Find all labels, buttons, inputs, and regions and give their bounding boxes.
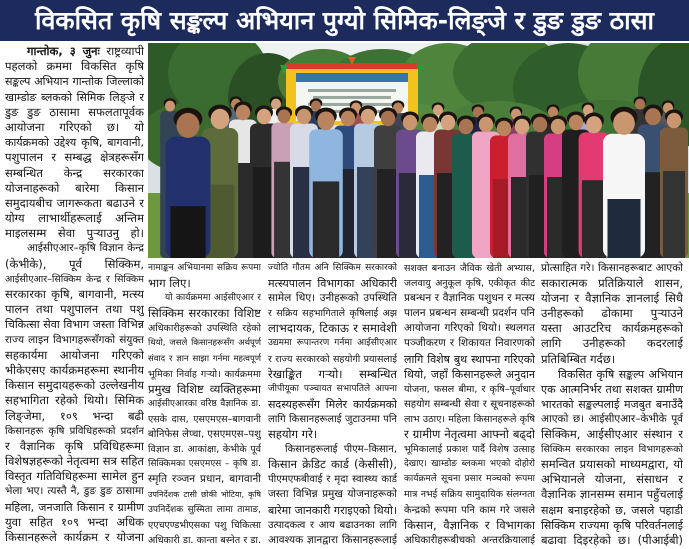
- article-line: एएचएण्डभीएसका पशु चिकित्सा: [148, 519, 261, 531]
- article-line: मात्र नभई सक्रिय सामुदायिक संलग्नता: [404, 489, 535, 501]
- article-line: भारतको सङ्कल्पलाई मजबुत बनाउँदै: [541, 397, 683, 411]
- person-legs: [377, 169, 399, 258]
- photo-person: [660, 110, 688, 259]
- article-line: वैज्ञानिक ज्ञानसम्म समान पहुँचलाई: [541, 487, 683, 502]
- article-line: खाम्डोङ ब्लकको सिमिक लिङ्जे र: [5, 90, 144, 104]
- person-face: [257, 109, 271, 125]
- article-line: र ग्रामीण नेतृत्वमा आफ्नो बढ्दो: [404, 427, 535, 442]
- article-line: र वैज्ञानिक कृषि प्रविधिहरूमा: [5, 438, 144, 453]
- article-line: पहलको क्रममा विकसित कृषि: [5, 59, 144, 74]
- article-line: थियो, जहाँ किसानहरूले अनुदान: [404, 367, 535, 381]
- article-line: विकसित कृषि सङ्कल्प अभियान: [558, 367, 683, 381]
- person-face: [441, 115, 455, 131]
- article-line-text: राष्ट्रव्यापी: [106, 44, 144, 58]
- article-line: लागि विशेष बुथ स्थापना गरिएको: [404, 352, 535, 366]
- article-line: समुदायबीच जागरूकता बढाउने र: [5, 195, 144, 210]
- article-line: स्मृति रञ्जन प्रधान, बागवानी: [148, 473, 261, 486]
- article-line: र राज्य सरकारको सहयोगी प्रयासलाई: [268, 353, 397, 365]
- article-line: योजना, फसल बीमा, र कृषि–पूर्वाधार: [404, 383, 535, 395]
- article-line: सामेल थिए। उनीहरूको उपस्थिति: [268, 292, 397, 305]
- person-face: [533, 117, 547, 133]
- person-face: [635, 99, 645, 110]
- person-face: [667, 113, 681, 129]
- article-line: महिला, जनजाति किसान र ग्रामीण: [5, 500, 144, 514]
- article-line: जीपीयूका पञ्चायत सभापतिले आफ्ना: [268, 383, 397, 394]
- article-line: डुङ डुङ ठासामा सफलतापूर्वक: [5, 104, 144, 119]
- article-line: सिक्किमका एसएमएस – कृषि डा.: [148, 459, 261, 470]
- article-line: उपनिर्देशक टासी छोकी भोटिया, कृषि: [148, 490, 261, 500]
- article-line: सिक्किम राज्यमा कृषि परिवर्तनलाई: [541, 518, 683, 532]
- article-line: सिक्किम, आईसीएआर संस्थान र: [541, 427, 683, 442]
- person-face: [278, 109, 291, 123]
- article-line: लागि किसानहरूलाई जुटाउनमा पनि: [268, 413, 397, 425]
- person-legs: [608, 199, 641, 258]
- article-line: सङ्कल्प अभियान गान्तोक जिल्लाको: [5, 75, 144, 89]
- article-line: लिङ्जेमा, १०९ भन्दा बढी: [5, 408, 144, 423]
- article-line: पालन प्रबन्धन सम्बन्धी प्रदर्शन पनि: [404, 307, 535, 320]
- article-line: सहभागिता रहेको थियो। सिमिक: [5, 393, 144, 408]
- person-face: [497, 121, 511, 137]
- article-line: किसान क्रेडिट कार्ड (केसीसी),: [268, 457, 397, 472]
- article-line: आईसीएआरका वरिष्ठ वैज्ञानिक डा.: [148, 398, 261, 409]
- article-line: लागि उनीहरूको कदरलाई: [541, 336, 683, 351]
- person-face: [381, 111, 395, 127]
- article-line: लाभदायक, टिकाऊ र समावेशी: [268, 321, 397, 336]
- article-line: कार्यक्रमले सूचना प्रसार मञ्चको रूपमा: [404, 474, 535, 485]
- article-line: (केभीके), पूर्व सिक्किम,: [5, 256, 144, 271]
- person-legs: [582, 180, 606, 258]
- article-line: सिक्किम सरकारका विशिष्ट: [148, 306, 261, 321]
- article-line: आईसीएआर–कृषि विज्ञान केन्द्र: [27, 242, 144, 255]
- article-line: सम्बन्धित केन्द्र सरकारका: [5, 165, 144, 180]
- article-line: विशेषज्ञहरूको नेतृत्वमा सत्र सहित: [5, 454, 144, 469]
- article-line: समन्वित प्रयासको माध्यमद्वारा, यो: [541, 457, 683, 472]
- article-line: एसके दास, एसएमएस–बागवानी: [148, 413, 261, 425]
- article-line: प्रमुख विशिष्ट व्यक्तिहरूमा: [148, 381, 261, 396]
- article-line: आयोजना गरिएको थियो। स्थलगत: [404, 322, 535, 335]
- person-face: [361, 109, 375, 125]
- article-line: योजना र वैज्ञानिक ज्ञानलाई सिधै: [541, 291, 683, 306]
- article-line: सरकारका कृषि, बागवानी, मत्स्य: [5, 287, 144, 301]
- article-line: किसानहरूले कार्यक्रम र योजना: [5, 530, 144, 544]
- person-face: [236, 105, 250, 121]
- article-line: उत्पादकत्व र आय बढाउनका लागि: [268, 519, 397, 531]
- article-line: उनीहरूको ढोकामा पुऱ्याउने: [541, 306, 683, 321]
- article-line: जस्ता विभिन्न प्रमुख योजनाहरूको: [268, 488, 397, 501]
- article-line: बढावा दिइरहेको छ। (पीआईबी): [541, 532, 683, 547]
- article-line: सकारात्मक प्रतिक्रियाले शासन,: [541, 276, 683, 291]
- person-face: [176, 113, 199, 138]
- article-line: आएको छ। आईसीएआर–केभीके पूर्व: [541, 412, 683, 425]
- article-line: यस्ता आउटरिच कार्यक्रमहरूको: [541, 321, 683, 336]
- article-line: देखाए। खाम्डोङ ब्लकमा भएको दोहोरो: [404, 459, 535, 470]
- article-line: आईसीएआर–सिक्किम केन्द्र र सिक्किम: [5, 273, 144, 285]
- article-line: योग्य लाभार्थीहरूलाई अन्तिम: [5, 211, 144, 226]
- article-line: पशुपालन र सम्बद्ध क्षेत्रहरूसँग: [5, 150, 144, 165]
- person-face: [551, 119, 565, 135]
- article-line: किसानहरू कृषि प्रविधिहरूको प्रदर्शन: [5, 425, 144, 437]
- article-line: र सक्रिय सहभागिताले कृषिलाई अझ: [268, 308, 397, 320]
- person-legs: [663, 171, 685, 258]
- photo-person: [309, 108, 343, 258]
- article-line: जलवायु अनुकूल कृषि, एकीकृत कीट: [404, 278, 535, 290]
- person-face: [515, 119, 529, 135]
- article-line: राज्य लाइन विभागहरूसँगको संयुक्त: [5, 333, 144, 346]
- article-line: मत्स्यपालन विभागका अधिकारी: [268, 277, 397, 291]
- article-line: किसानहरूलाई पीएम–किसान,: [285, 444, 397, 456]
- article-line: माइलसम्म सेवा पुऱ्याउनु हो।: [5, 226, 144, 241]
- article-line: लाभ उठाए। महिला किसानहरूले कृषि: [404, 413, 535, 425]
- article-line: सदस्यहरूसँग मिलेर कार्यक्रमको: [268, 397, 397, 411]
- article-line: सहयोग सम्बन्धी सेवा र सूचनाहरूको: [404, 398, 535, 410]
- article-line: सिक्किम सरकारका लाइन विभागहरूको: [541, 444, 683, 456]
- person-face: [613, 112, 635, 135]
- news-photo: [148, 43, 689, 258]
- article-line: योजनाहरूको बारेमा किसान: [5, 180, 144, 195]
- article-line: सहयोग गरे।: [268, 427, 318, 442]
- person-face: [586, 116, 602, 133]
- article-column-2: [148, 261, 261, 548]
- article-line: बारेमा जानकारी गराइएको थियो।: [268, 503, 397, 517]
- article-line: अधिकारीहरूबीचको अन्तरक्रियालाई: [404, 534, 535, 546]
- article-line: प्रोत्साहित गरे। किसानहरूबाट आएको: [541, 262, 683, 274]
- article-line: प्रबन्धन र वैज्ञानिक पशुधन र मत्स्य: [404, 292, 535, 305]
- article-column-5: [541, 261, 683, 548]
- person-legs: [313, 181, 339, 258]
- article-line: रेखाङ्कित गऱ्यो। सम्बन्धित: [268, 366, 397, 381]
- article-line: आवश्यक ज्ञानद्वारा किसानहरूलाई: [268, 533, 397, 546]
- article-line: भाग लिए।: [148, 276, 191, 291]
- article-line: विस्तृत गतिविधिहरूमा सामेल हुन: [5, 469, 144, 484]
- article-line: पीएमएफबीवाई र मृदा स्वास्थ्य कार्ड: [268, 474, 397, 486]
- article-line: एक आत्मनिर्भर तथा सशक्त ग्रामीण: [541, 382, 683, 396]
- article-column-1: [5, 44, 144, 546]
- person-face: [459, 119, 473, 135]
- person-face: [165, 101, 175, 112]
- dateline: गान्तोक, ३ जुनः: [27, 44, 100, 58]
- person-face: [423, 117, 437, 133]
- article-line: अभियानले योजना, संसाधन र: [541, 472, 683, 487]
- person-face: [569, 115, 583, 131]
- article-line: चिकित्सा सेवा विभाग जस्ता विभिन्न: [5, 318, 144, 332]
- article-line: सक्षम बनाइरहेको छ, जसले पहाडी: [541, 503, 683, 517]
- article-line: यो कार्यक्रममा आईसीएआर र: [165, 293, 261, 304]
- article-line: प्रतिबिम्बित गर्दछ।: [541, 351, 616, 366]
- person-legs: [170, 206, 205, 258]
- article-line: सशक्त बनाउन जैविक खेती अभ्यास,: [404, 263, 535, 274]
- person-face: [317, 111, 334, 130]
- article-line: भूमिकालाई प्रकाश पार्दै विशेष उत्साह: [404, 444, 535, 456]
- person-face: [645, 108, 661, 125]
- article-line: नामाङ्कन अभियानमा सक्रिय रूपमा: [148, 263, 261, 273]
- article-line: संवाद र ज्ञान साझा गर्नमा महत्वपूर्ण: [148, 353, 261, 364]
- headline-banner: [0, 0, 689, 41]
- article-line: भीकेएसए कार्यक्रमहरूमा स्थानीय: [5, 362, 144, 377]
- person-face: [479, 117, 493, 133]
- article-line: विज्ञान डा. आकांक्षा, केभीके पूर्व: [148, 444, 261, 456]
- article-line: किसान, वैज्ञानिक र विभागका: [404, 517, 535, 532]
- article-line: पालन तथा पशुपालन तथा पशु: [5, 302, 144, 317]
- article-line: ज्योति गौतम अनि सिक्किम सरकारको: [268, 263, 397, 273]
- article-line: उपनिर्देशक सुस्मिता लामा तामाङ,: [148, 504, 261, 515]
- article-line: अधिकारीहरूको उपस्थिति रहेको: [148, 323, 261, 335]
- article-line: सहकार्यमा आयोजना गरिएको: [5, 347, 144, 362]
- person-face: [211, 109, 230, 129]
- article-line: किसान समुदायहरूको उल्लेखनीय: [5, 378, 144, 393]
- article-line: बोनिफेस लेप्चा, एसएमएस–पशु: [148, 429, 261, 441]
- person-face: [403, 115, 417, 131]
- article-line: भेला भए। त्यस्तै नै, डुङ डुङ ठासामा: [5, 485, 144, 498]
- article-line: अधिकारी डा. कान्ता बस्नेत र डा.: [148, 534, 261, 546]
- article-line: केन्द्रको रूपमा पनि काम गरे जसले: [404, 504, 535, 516]
- article-line: आयोजना गरिएको छ। यो: [5, 119, 144, 134]
- article-line: थियो, जसले किसानहरूसँग अर्थपूर्ण: [148, 338, 261, 349]
- article-line: उद्यममा रूपान्तरण गर्नमा आईसीएआर: [268, 338, 397, 349]
- person-face: [297, 109, 311, 125]
- article-line: युवा सहित १०९ भन्दा अधिक: [5, 514, 144, 529]
- person-face: [341, 111, 355, 127]
- article-line: कार्यक्रमको उद्देश्य कृषि, बागवानी,: [5, 136, 144, 150]
- headline: विकसित कृषि सङ्कल्प अभियान पुग्यो सिमिक-लिङ्जे र डुङ डुङ ठासा: [35, 6, 654, 35]
- article-column-4: [404, 261, 535, 548]
- article-line: पञ्जीकरण र शिकायत निवारणको: [404, 337, 535, 350]
- article-column-3: [268, 261, 397, 548]
- article-line: [5, 44, 144, 59]
- article-line: भूमिका निर्वाह गऱ्यो। कार्यक्रममा: [148, 368, 261, 380]
- news-photo-frame: [148, 43, 689, 258]
